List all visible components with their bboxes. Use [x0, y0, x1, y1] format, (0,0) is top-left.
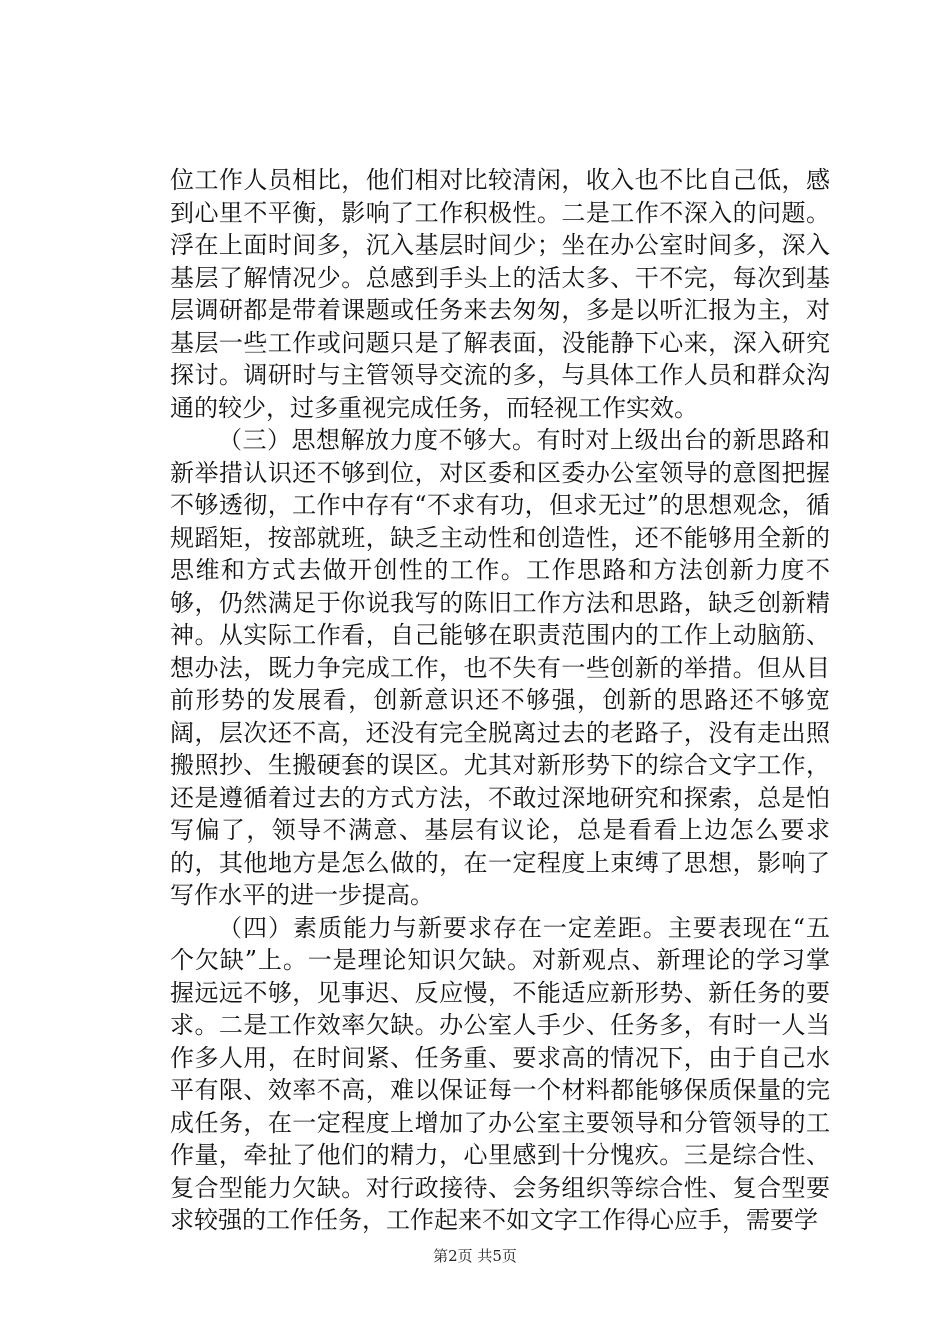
paragraph-section-four: （四）素质能力与新要求存在一定差距。主要表现在“五个欠缺”上。一是理论知识欠缺。对新观点、新理论的学习掌握远远不够，见事迟、反应慢，不能适应新形势、新任务的要求。二是工作效率欠缺。办公室人手少、任务多，有时一人当作多人用，在时间紧、任务重、要求高的情况下，由于自己水平有限、效率不高，难以保证每一个材料都能够保质保量的完成任务，在一定程度上增加了办公室主要领导和分管领导的工作量，牵扯了他们的精力，心里感到十分愧疚。三是综合性、复合型能力欠缺。对行政接待、会务组织等综合性、复合型要求较强的工作任务，工作起来不如文字工作得心应手，需要学 [170, 913, 830, 1234]
page-number-footer: 第2页 共5页 [433, 1247, 517, 1265]
document-body [170, 164, 830, 1237]
paragraph-section-three: （三）思想解放力度不够大。有时对上级出台的新思路和新举措认识还不够到位，对区委和区委办公室领导的意图把握不够透彻，工作中存有“不求有功，但求无过”的思想观念，循规蹈矩，按部就班，缺乏主动性和创造性，还不能够用全新的思维和方式去做开创性的工作。工作思路和方法创新力度不够，仍然满足于你说我写的陈旧工作方法和思路，缺乏创新精神。从实际工作看，自己能够在职责范围内的工作上动脑筋、想办法，既力争完成工作，也不失有一些创新的举措。但从目前形势的发展看，创新意识还不够强，创新的思路还不够宽阔，层次还不高，还没有完全脱离过去的老路子，没有走出照搬照抄、生搬硬套的误区。尤其对新形势下的综合文字工作，还是遵循着过去的方式方法，不敢过深地研究和探索，总是怕写偏了，领导不满意、基层有议论，总是看看上边怎么要求的，其他地方是怎么做的，在一定程度上束缚了思想，影响了写作水平的进一步提高。 [170, 426, 830, 909]
paragraph-continuation: 位工作人员相比，他们相对比较清闲，收入也不比自己低，感到心里不平衡，影响了工作积极性。二是工作不深入的问题。浮在上面时间多，沉入基层时间少；坐在办公室时间多，深入基层了解情况少。总感到手头上的活太多、干不完，每次到基层调研都是带着课题或任务来去匆匆，多是以听汇报为主，对基层一些工作或问题只是了解表面，没能静下心来，深入研究探讨。调研时与主管领导交流的多，与具体工作人员和群众沟通的较少，过多重视完成任务，而轻视工作实效。 [170, 166, 830, 422]
